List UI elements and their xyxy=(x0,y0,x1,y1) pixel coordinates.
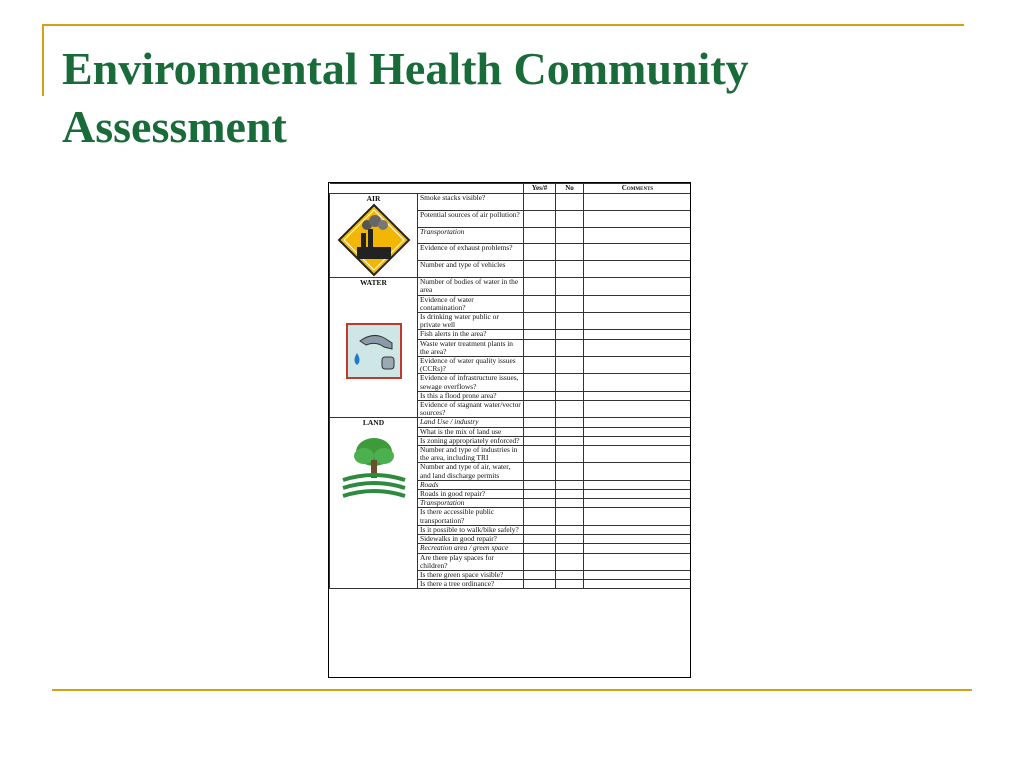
yes-cell[interactable] xyxy=(524,463,556,480)
yes-cell[interactable] xyxy=(524,499,556,508)
no-cell[interactable] xyxy=(556,580,584,589)
air-pollution-hazard-icon xyxy=(330,203,417,277)
section-air-cell xyxy=(330,194,418,278)
assessment-form xyxy=(328,182,691,678)
yes-cell[interactable] xyxy=(524,490,556,499)
question-cell: Evidence of infrastructure issues, sewage overflows? xyxy=(418,374,524,391)
comments-cell[interactable] xyxy=(584,436,692,445)
question-cell: Is zoning appropriately enforced? xyxy=(418,436,524,445)
comments-cell[interactable] xyxy=(584,244,692,261)
no-cell[interactable] xyxy=(556,570,584,579)
title-line-2: Assessment xyxy=(62,101,287,152)
top-accent-rule xyxy=(42,24,964,26)
question-cell: Transportation xyxy=(418,227,524,244)
yes-cell[interactable] xyxy=(524,436,556,445)
no-cell[interactable] xyxy=(556,357,584,374)
no-cell[interactable] xyxy=(556,401,584,418)
table-row xyxy=(330,278,692,295)
section-water-cell xyxy=(330,278,418,418)
yes-cell[interactable] xyxy=(524,418,556,427)
question-cell: Number and type of vehicles xyxy=(418,261,524,278)
comments-cell[interactable] xyxy=(584,427,692,436)
comments-cell[interactable] xyxy=(584,401,692,418)
yes-cell[interactable] xyxy=(524,580,556,589)
question-cell: Roads xyxy=(418,480,524,489)
comments-cell[interactable] xyxy=(584,261,692,278)
comments-cell[interactable] xyxy=(584,391,692,400)
no-cell[interactable] xyxy=(556,480,584,489)
question-cell: Transportation xyxy=(418,499,524,508)
question-cell: Are there play spaces for children? xyxy=(418,553,524,570)
yes-cell[interactable] xyxy=(524,374,556,391)
no-cell[interactable] xyxy=(556,244,584,261)
no-cell[interactable] xyxy=(556,535,584,544)
header-no: No xyxy=(556,184,584,194)
yes-cell[interactable] xyxy=(524,525,556,534)
no-cell[interactable] xyxy=(556,508,584,525)
no-cell[interactable] xyxy=(556,295,584,312)
yes-cell[interactable] xyxy=(524,295,556,312)
comments-cell[interactable] xyxy=(584,446,692,463)
question-cell: Is it possible to walk/bike safely? xyxy=(418,525,524,534)
no-cell[interactable] xyxy=(556,463,584,480)
table-header-row xyxy=(330,184,692,194)
no-cell[interactable] xyxy=(556,330,584,339)
comments-cell[interactable] xyxy=(584,480,692,489)
yes-cell[interactable] xyxy=(524,357,556,374)
header-blank xyxy=(330,184,524,194)
yes-cell[interactable] xyxy=(524,427,556,436)
question-cell: Evidence of water quality issues (CCRs)? xyxy=(418,357,524,374)
section-label: WATER xyxy=(360,278,387,288)
question-cell: Sidewalks in good repair? xyxy=(418,535,524,544)
comments-cell[interactable] xyxy=(584,499,692,508)
question-cell: What is the mix of land use xyxy=(418,427,524,436)
question-cell: Number of bodies of water in the area xyxy=(418,278,524,295)
table-row xyxy=(330,418,692,427)
yes-cell[interactable] xyxy=(524,508,556,525)
no-cell[interactable] xyxy=(556,446,584,463)
comments-cell[interactable] xyxy=(584,490,692,499)
comments-cell[interactable] xyxy=(584,580,692,589)
yes-cell[interactable] xyxy=(524,480,556,489)
comments-cell[interactable] xyxy=(584,463,692,480)
yes-cell[interactable] xyxy=(524,553,556,570)
no-cell[interactable] xyxy=(556,194,584,211)
assessment-table xyxy=(329,183,691,589)
no-cell[interactable] xyxy=(556,418,584,427)
yes-cell[interactable] xyxy=(524,535,556,544)
yes-cell[interactable] xyxy=(524,278,556,295)
question-cell: Potential sources of air pollution? xyxy=(418,210,524,227)
comments-cell[interactable] xyxy=(584,418,692,427)
no-cell[interactable] xyxy=(556,499,584,508)
no-cell[interactable] xyxy=(556,227,584,244)
header-comments: Comments xyxy=(584,184,692,194)
question-cell: Recreation area / green space xyxy=(418,544,524,553)
comments-cell[interactable] xyxy=(584,210,692,227)
header-yes: Yes/# xyxy=(524,184,556,194)
question-cell: Is there a tree ordinance? xyxy=(418,580,524,589)
no-cell[interactable] xyxy=(556,278,584,295)
question-cell: Land Use / industry xyxy=(418,418,524,427)
yes-cell[interactable] xyxy=(524,313,556,330)
comments-cell[interactable] xyxy=(584,374,692,391)
question-cell: Waste water treatment plants in the area? xyxy=(418,339,524,356)
question-cell: Fish alerts in the area? xyxy=(418,330,524,339)
no-cell[interactable] xyxy=(556,553,584,570)
comments-cell[interactable] xyxy=(584,553,692,570)
section-label: AIR xyxy=(366,194,381,203)
comments-cell[interactable] xyxy=(584,278,692,295)
section-label: LAND xyxy=(362,418,385,428)
yes-cell[interactable] xyxy=(524,210,556,227)
comments-cell[interactable] xyxy=(584,339,692,356)
comments-cell[interactable] xyxy=(584,295,692,312)
question-cell: Is this a flood prone area? xyxy=(418,391,524,400)
yes-cell[interactable] xyxy=(524,339,556,356)
no-cell[interactable] xyxy=(556,339,584,356)
no-cell[interactable] xyxy=(556,436,584,445)
yes-cell[interactable] xyxy=(524,194,556,211)
question-cell: Is there green space visible? xyxy=(418,570,524,579)
question-cell: Evidence of water contamination? xyxy=(418,295,524,312)
question-cell: Evidence of exhaust problems? xyxy=(418,244,524,261)
question-cell: Evidence of stagnant water/vector sources? xyxy=(418,401,524,418)
comments-cell[interactable] xyxy=(584,227,692,244)
question-cell: Roads in good repair? xyxy=(418,490,524,499)
no-cell[interactable] xyxy=(556,374,584,391)
form-body xyxy=(330,194,692,589)
bottom-accent-rule xyxy=(52,689,972,691)
no-cell[interactable] xyxy=(556,427,584,436)
yes-cell[interactable] xyxy=(524,391,556,400)
yes-cell[interactable] xyxy=(524,330,556,339)
yes-cell[interactable] xyxy=(524,446,556,463)
table-row xyxy=(330,194,692,211)
question-cell: Smoke stacks visible? xyxy=(418,194,524,211)
yes-cell[interactable] xyxy=(524,244,556,261)
comments-cell[interactable] xyxy=(584,525,692,534)
no-cell[interactable] xyxy=(556,544,584,553)
water-faucet-icon xyxy=(330,323,417,379)
yes-cell[interactable] xyxy=(524,261,556,278)
question-cell: Number and type of industries in the area, including TRI xyxy=(418,446,524,463)
no-cell[interactable] xyxy=(556,525,584,534)
no-cell[interactable] xyxy=(556,490,584,499)
tree-land-icon xyxy=(330,430,417,500)
yes-cell[interactable] xyxy=(524,227,556,244)
no-cell[interactable] xyxy=(556,210,584,227)
left-accent-rule xyxy=(42,24,44,96)
question-cell: Is drinking water public or private well xyxy=(418,313,524,330)
slide-title xyxy=(62,40,962,156)
comments-cell[interactable] xyxy=(584,544,692,553)
question-cell: Is there accessible public transportation? xyxy=(418,508,524,525)
comments-cell[interactable] xyxy=(584,508,692,525)
yes-cell[interactable] xyxy=(524,544,556,553)
title-line-1: Environmental Health Community xyxy=(62,43,749,94)
comments-cell[interactable] xyxy=(584,313,692,330)
comments-cell[interactable] xyxy=(584,535,692,544)
section-land-cell xyxy=(330,418,418,589)
question-cell: Number and type of air, water, and land discharge permits xyxy=(418,463,524,480)
yes-cell[interactable] xyxy=(524,570,556,579)
no-cell[interactable] xyxy=(556,313,584,330)
no-cell[interactable] xyxy=(556,391,584,400)
no-cell[interactable] xyxy=(556,261,584,278)
comments-cell[interactable] xyxy=(584,570,692,579)
yes-cell[interactable] xyxy=(524,401,556,418)
comments-cell[interactable] xyxy=(584,330,692,339)
comments-cell[interactable] xyxy=(584,194,692,211)
comments-cell[interactable] xyxy=(584,357,692,374)
